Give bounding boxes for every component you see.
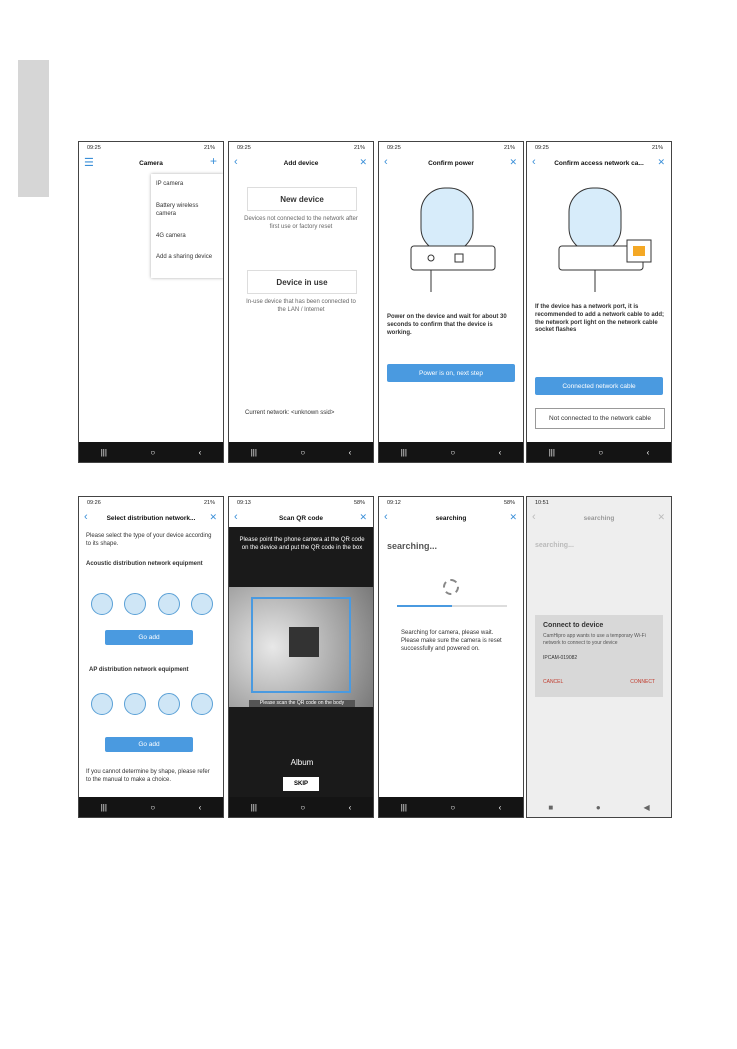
searching-text: Searching for camera, please wait. Please make sure the camera is reset successfully and powered on. bbox=[401, 630, 502, 652]
device-in-use-button[interactable]: Device in use bbox=[247, 270, 357, 294]
camera-icon[interactable] bbox=[191, 593, 213, 615]
screen-connect-dialog bbox=[526, 496, 672, 818]
screen-title: Add device bbox=[283, 159, 319, 167]
back-icon[interactable]: ‹ bbox=[498, 802, 502, 812]
qr-code bbox=[289, 627, 319, 657]
status-time: 09:25 bbox=[87, 145, 101, 151]
camera-illustration bbox=[407, 180, 499, 298]
nav-bar bbox=[79, 442, 223, 462]
intro-text: Please select the type of your device according to its shape. bbox=[86, 533, 212, 547]
status-time: 09:12 bbox=[387, 500, 401, 506]
camera-icon[interactable] bbox=[91, 593, 113, 615]
section-tab bbox=[18, 60, 49, 197]
back-arrow-icon[interactable]: ‹ bbox=[532, 511, 536, 523]
go-add-acoustic-button[interactable]: Go add bbox=[105, 630, 193, 645]
close-icon[interactable]: ✕ bbox=[509, 157, 517, 167]
menu-item-share[interactable]: Add a sharing device bbox=[156, 254, 213, 260]
home-icon[interactable]: ○ bbox=[150, 447, 156, 457]
not-connected-button[interactable]: Not connected to the network cable bbox=[535, 408, 665, 429]
home-icon[interactable]: ○ bbox=[598, 447, 604, 457]
new-device-desc: Devices not connected to the network after first use or factory reset bbox=[244, 216, 358, 230]
screen-title: searching bbox=[583, 514, 615, 522]
camera-icon[interactable] bbox=[91, 693, 113, 715]
camera-icon[interactable] bbox=[124, 693, 146, 715]
status-time: 09:25 bbox=[387, 145, 401, 151]
progress-track bbox=[397, 605, 507, 607]
ap-heading: AP distribution network equipment bbox=[89, 667, 189, 673]
screen-searching bbox=[378, 496, 524, 818]
add-menu bbox=[151, 174, 223, 278]
camera-icon[interactable] bbox=[124, 593, 146, 615]
new-device-button[interactable]: New device bbox=[247, 187, 357, 211]
screen-title: searching bbox=[435, 514, 467, 522]
back-icon[interactable]: ‹ bbox=[498, 447, 502, 457]
connect-dialog bbox=[535, 615, 663, 697]
close-icon[interactable]: ✕ bbox=[509, 512, 517, 522]
home-icon[interactable]: ○ bbox=[300, 447, 306, 457]
status-battery: 21% bbox=[203, 145, 215, 151]
home-icon[interactable]: ○ bbox=[450, 447, 456, 457]
screen-title: Select distribution network... bbox=[106, 514, 196, 522]
back-icon[interactable]: ‹ bbox=[348, 802, 352, 812]
dialog-text: CamHipro app wants to use a temporary Wi-Fi network to connect to your device bbox=[543, 633, 646, 646]
loading-spinner-icon bbox=[443, 579, 459, 595]
back-icon[interactable]: ◀ bbox=[643, 802, 650, 812]
camera-icon[interactable] bbox=[158, 593, 180, 615]
instruction-text: If the device has a network port, it is recommended to add a network cable to add; the network port light on the network cable socket flashes bbox=[535, 304, 665, 334]
screen-select-network bbox=[78, 496, 224, 818]
dialog-title: Connect to device bbox=[543, 622, 604, 629]
instruction-text: Power on the device and wait for about 30 seconds to confirm that the device is working. bbox=[387, 314, 507, 336]
back-arrow-icon[interactable]: ‹ bbox=[532, 156, 536, 168]
connected-cable-button[interactable]: Connected network cable bbox=[535, 377, 663, 395]
back-arrow-icon[interactable]: ‹ bbox=[384, 156, 388, 168]
ap-device-icons bbox=[85, 693, 219, 715]
camera-icon[interactable] bbox=[158, 693, 180, 715]
album-link[interactable]: Album bbox=[290, 758, 314, 767]
recent-apps-icon[interactable]: ■ bbox=[548, 802, 554, 812]
searching-heading: searching... bbox=[535, 542, 574, 549]
back-arrow-icon[interactable]: ‹ bbox=[384, 511, 388, 523]
menu-item-4g-camera[interactable]: 4G camera bbox=[156, 233, 186, 239]
nav-bar bbox=[229, 442, 373, 462]
status-time: 09:25 bbox=[237, 145, 251, 151]
recent-apps-icon[interactable]: ||| bbox=[100, 447, 107, 457]
status-battery: 58% bbox=[353, 500, 365, 506]
home-icon[interactable]: ○ bbox=[450, 802, 456, 812]
back-arrow-icon[interactable]: ‹ bbox=[234, 156, 238, 168]
menu-item-ip-camera[interactable]: IP camera bbox=[156, 181, 184, 187]
home-icon[interactable]: ○ bbox=[300, 802, 306, 812]
recent-apps-icon[interactable]: ||| bbox=[400, 447, 407, 457]
cancel-button[interactable]: CANCEL bbox=[543, 679, 564, 685]
screen-title: Scan QR code bbox=[278, 514, 324, 522]
menu-item-battery-camera[interactable]: Battery wireless camera bbox=[156, 203, 199, 217]
in-use-desc: In-use device that has been connected to the LAN / Internet bbox=[246, 299, 356, 313]
home-icon[interactable]: ○ bbox=[150, 802, 156, 812]
go-add-ap-button[interactable]: Go add bbox=[105, 737, 193, 752]
progress-fill bbox=[397, 605, 452, 607]
searching-heading: searching... bbox=[387, 541, 438, 551]
current-network: Current network: <unknown ssid> bbox=[245, 410, 335, 416]
status-time: 09:25 bbox=[535, 145, 549, 151]
screen-camera-menu bbox=[78, 141, 224, 463]
status-battery: 21% bbox=[651, 145, 663, 151]
footer-text: If you cannot determine by shape, please refer to the manual to make a choice. bbox=[86, 769, 210, 783]
screen-title: Confirm access network ca... bbox=[554, 159, 644, 167]
back-icon[interactable]: ‹ bbox=[198, 447, 202, 457]
dialog-ssid: IPCAM-019082 bbox=[543, 655, 578, 661]
recent-apps-icon[interactable]: ||| bbox=[250, 447, 257, 457]
status-battery: 21% bbox=[203, 500, 215, 506]
screen-confirm-power bbox=[378, 141, 524, 463]
close-icon[interactable]: ✕ bbox=[657, 512, 665, 522]
nav-bar bbox=[229, 797, 373, 817]
nav-bar bbox=[379, 797, 523, 817]
back-icon[interactable]: ‹ bbox=[646, 447, 650, 457]
back-icon[interactable]: ‹ bbox=[348, 447, 352, 457]
back-icon[interactable]: ‹ bbox=[198, 802, 202, 812]
status-time: 09:13 bbox=[237, 500, 251, 506]
next-step-button[interactable]: Power is on, next step bbox=[387, 364, 515, 382]
recent-apps-icon[interactable]: ||| bbox=[400, 802, 407, 812]
screen-title: Confirm power bbox=[428, 159, 474, 167]
add-icon[interactable]: + bbox=[209, 154, 217, 168]
screen-add-device bbox=[228, 141, 374, 463]
connect-button[interactable]: CONNECT bbox=[630, 679, 655, 685]
skip-button[interactable]: SKIP bbox=[283, 777, 319, 791]
acoustic-device-icons bbox=[85, 593, 219, 615]
status-time: 10:51 bbox=[535, 500, 549, 506]
camera-port-illustration bbox=[555, 180, 655, 298]
status-battery: 21% bbox=[353, 145, 365, 151]
back-arrow-icon[interactable]: ‹ bbox=[84, 511, 88, 523]
home-icon[interactable]: ● bbox=[595, 802, 601, 812]
nav-bar bbox=[379, 442, 523, 462]
camera-icon[interactable] bbox=[191, 693, 213, 715]
close-icon[interactable]: ✕ bbox=[359, 512, 367, 522]
close-icon[interactable]: ✕ bbox=[209, 512, 217, 522]
acoustic-heading: Acoustic distribution network equipment bbox=[86, 561, 203, 567]
menu-icon[interactable]: ☰ bbox=[84, 157, 94, 169]
recent-apps-icon[interactable]: ||| bbox=[250, 802, 257, 812]
recent-apps-icon[interactable]: ||| bbox=[548, 447, 555, 457]
scan-caption: Please scan the QR code on the body bbox=[249, 700, 355, 707]
screen-network-cable bbox=[526, 141, 672, 463]
back-arrow-icon[interactable]: ‹ bbox=[234, 511, 238, 523]
close-icon[interactable]: ✕ bbox=[657, 157, 665, 167]
screen-title: Camera bbox=[139, 159, 163, 167]
nav-bar bbox=[527, 797, 671, 817]
nav-bar bbox=[79, 797, 223, 817]
screen-scan-qr bbox=[228, 496, 374, 818]
recent-apps-icon[interactable]: ||| bbox=[100, 802, 107, 812]
scan-instruction: Please point the phone camera at the QR code on the device and put the QR code in the box bbox=[239, 537, 365, 551]
status-time: 09:26 bbox=[87, 500, 101, 506]
status-battery: 21% bbox=[503, 145, 515, 151]
status-battery: 58% bbox=[503, 500, 515, 506]
close-icon[interactable]: ✕ bbox=[359, 157, 367, 167]
nav-bar bbox=[527, 442, 671, 462]
